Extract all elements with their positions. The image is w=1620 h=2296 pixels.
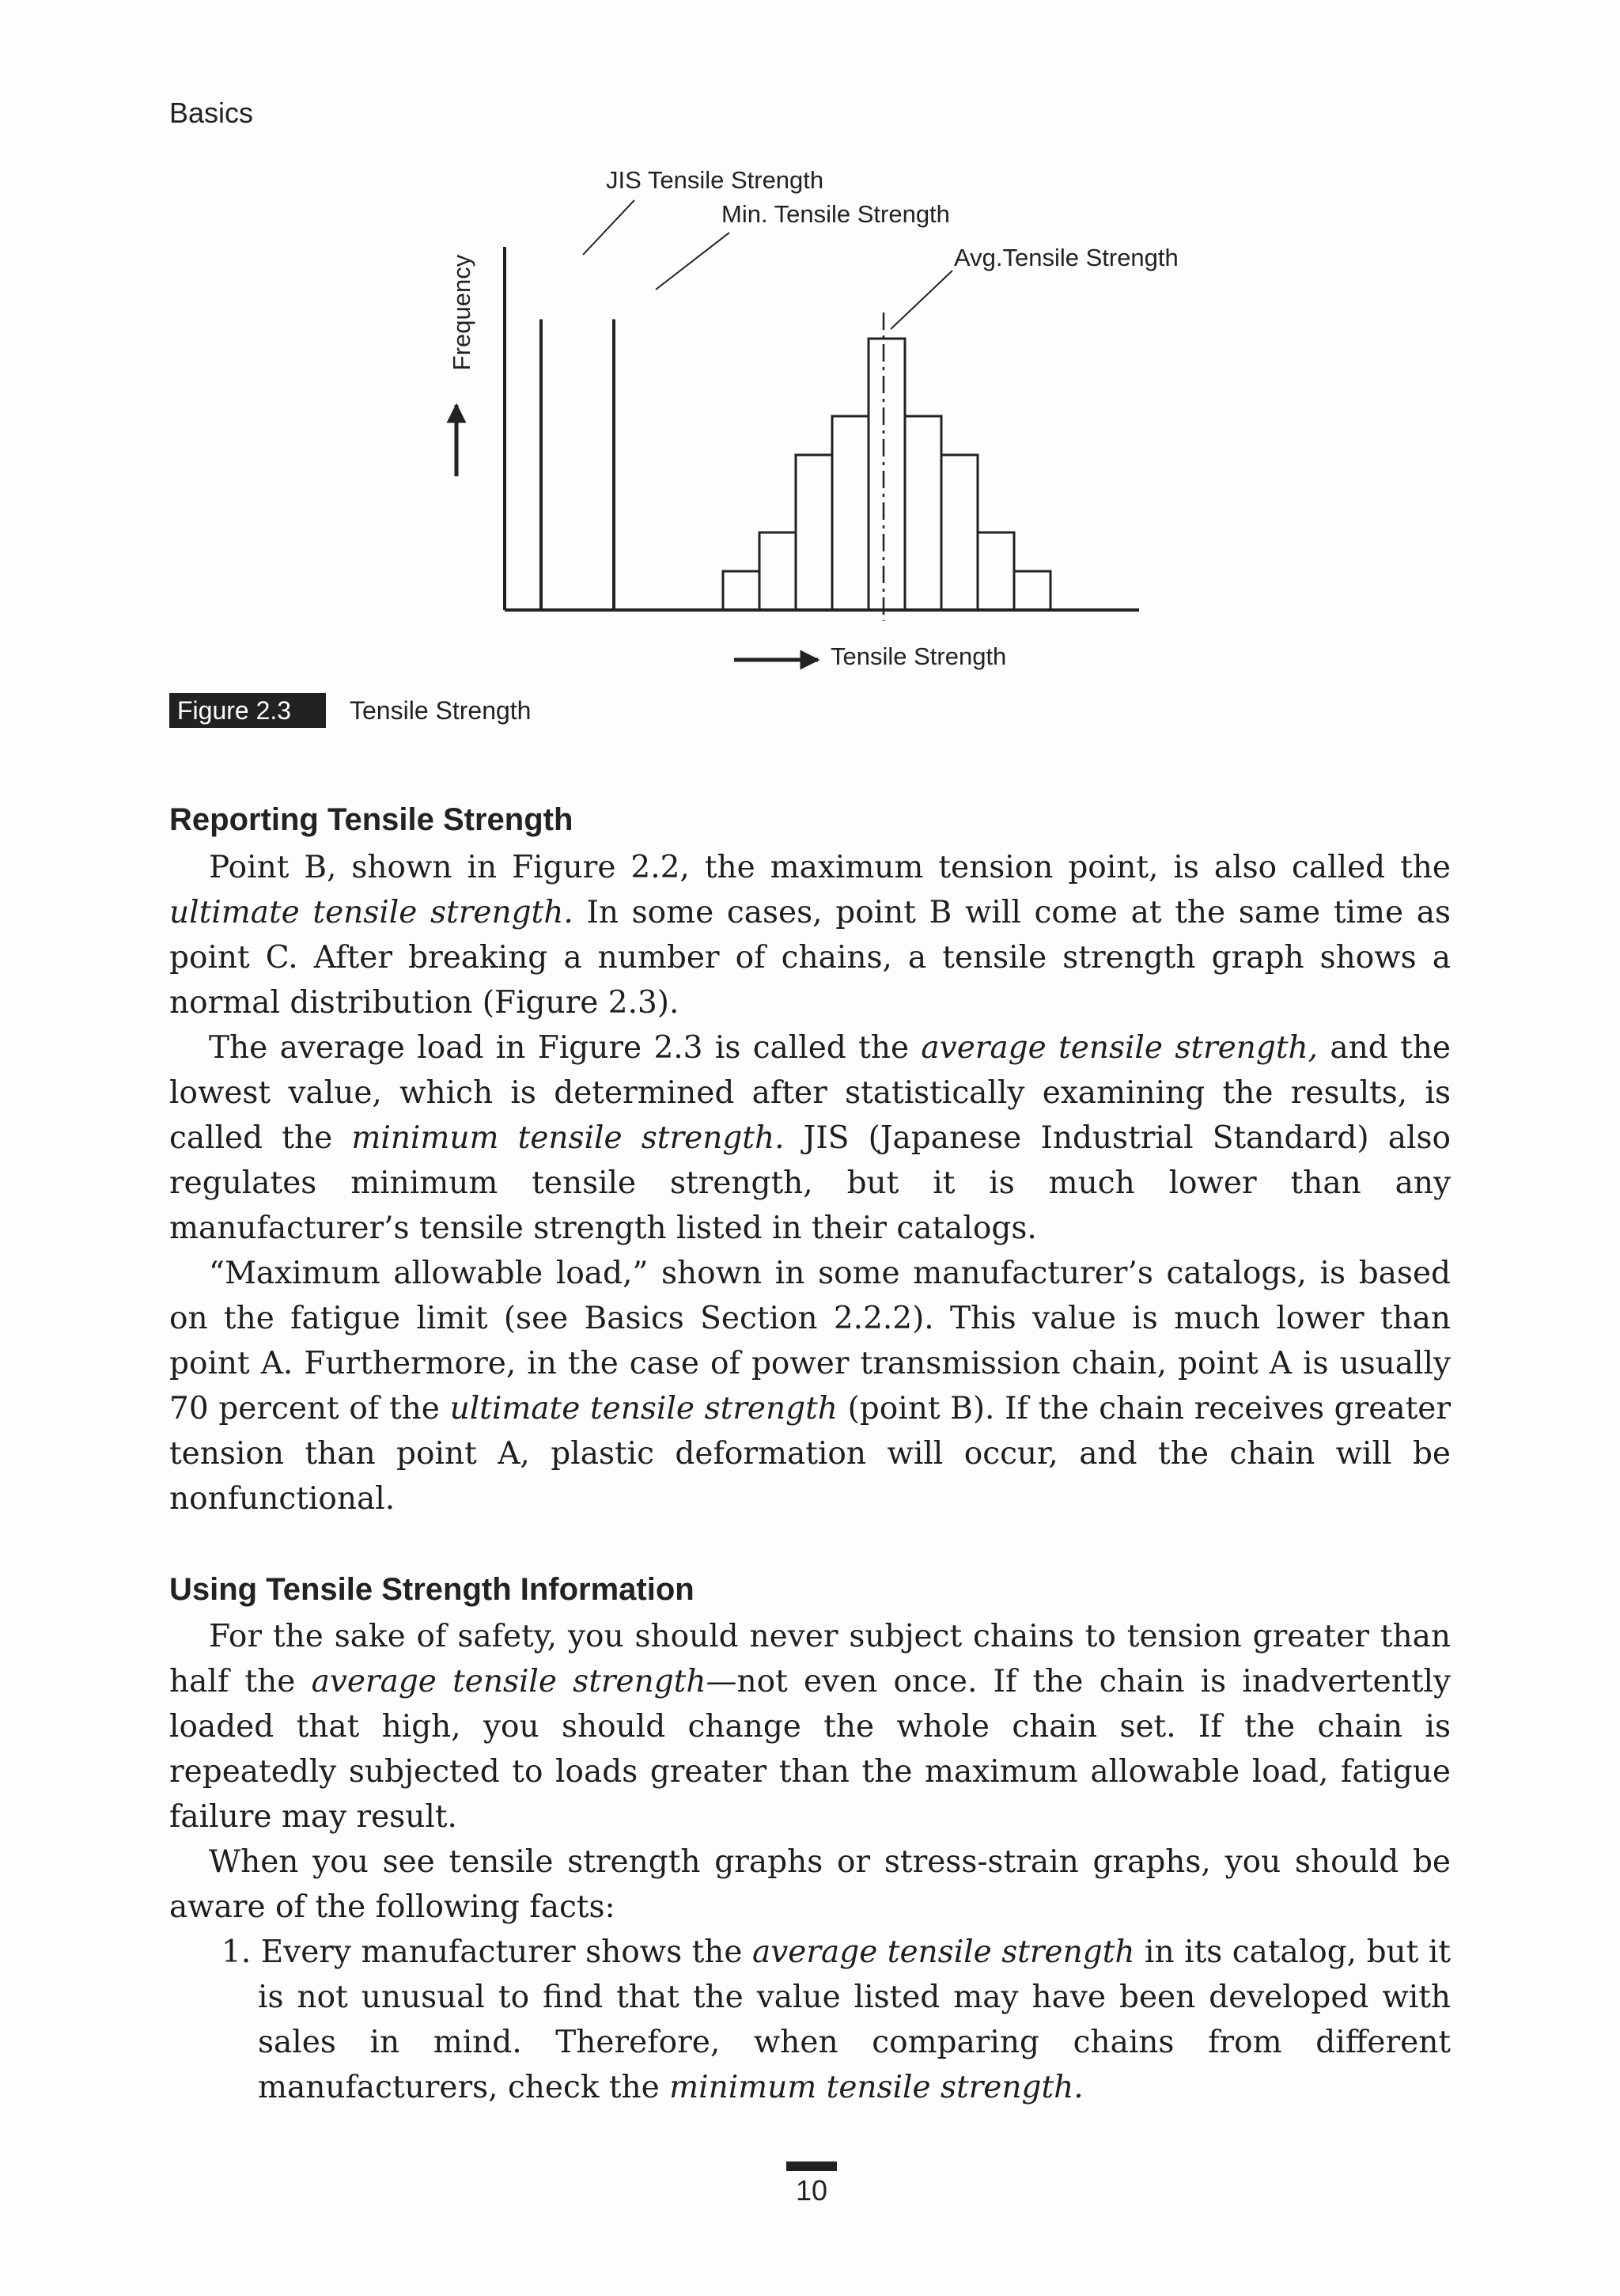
paragraph bbox=[169, 845, 1451, 1025]
italic-term: average tensile strength bbox=[311, 1664, 706, 1699]
histogram-bar bbox=[1014, 571, 1050, 610]
paragraph bbox=[169, 1839, 1451, 1930]
figure-caption bbox=[169, 693, 531, 728]
italic-term: minimum tensile strength. bbox=[669, 2070, 1084, 2105]
text-run: When you see tensile strength graphs or stress-strain graphs, you should be aware of the following facts: bbox=[169, 1844, 1451, 1925]
text-run: JIS (Japanese Industrial Standard) also regulates minimum tensile strength, but it is much lower than any manufacturer’s tensile strength listed in their catalogs. bbox=[169, 1120, 1451, 1246]
histogram-bar bbox=[905, 416, 941, 610]
text-run: In some cases, point B will come at the same time as point C. After breaking a number of chains, a tensile strength graph shows a normal distribution (Figure 2.3). bbox=[169, 895, 1452, 1021]
section-body-reporting bbox=[169, 845, 1451, 1521]
paragraph bbox=[169, 1025, 1451, 1251]
text-run: (point B). If the chain receives greater tension than point A, plastic deformation will occur, and the chain will be nonfunctional. bbox=[169, 1391, 1451, 1517]
text-run: Point B, shown in Figure 2.2, the maximum tension point, is also called the bbox=[209, 850, 1451, 885]
min-annotation-leader bbox=[656, 233, 729, 290]
histogram-bar bbox=[869, 339, 905, 610]
section-heading-using: Using Tensile Strength Information bbox=[169, 1572, 695, 1607]
jis-annotation-label: JIS Tensile Strength bbox=[606, 166, 824, 194]
histogram-bar bbox=[759, 532, 796, 610]
paragraph bbox=[169, 1251, 1451, 1521]
histogram-bar bbox=[723, 571, 759, 610]
histogram-bar bbox=[796, 455, 832, 610]
histogram-bar bbox=[832, 416, 869, 610]
text-run: “Maximum allowable load,” shown in some manufacturer’s catalogs, is based on the fatigue limit (see Basics Section 2.2.2). This value is much lower than point A. Furthermore, in the case of power transmission chain, point A is usually 70 percent of the bbox=[169, 1256, 1451, 1426]
text-run: in its catalog, but it is not unusual to find that the value listed may have been developed with sales in mind. Therefore, when comparing chains from different manufacturers, check the bbox=[258, 1934, 1451, 2105]
avg-annotation-leader bbox=[891, 271, 952, 329]
avg-annotation-label: Avg.Tensile Strength bbox=[954, 244, 1179, 271]
y-axis-label: Frequency bbox=[448, 254, 475, 371]
page-number-bar bbox=[786, 2161, 837, 2171]
italic-term: minimum tensile strength. bbox=[351, 1120, 785, 1156]
paragraph bbox=[169, 1614, 1451, 1839]
italic-term: average tensile strength bbox=[752, 1934, 1135, 1970]
italic-term: average tensile strength, bbox=[921, 1030, 1319, 1066]
italic-term: ultimate tensile strength bbox=[449, 1391, 838, 1426]
jis-annotation-leader bbox=[583, 200, 634, 255]
text-run: For the sake of safety, you should never subject chains to tension greater than half the bbox=[169, 1619, 1451, 1699]
text-run: The average load in Figure 2.3 is called the bbox=[209, 1030, 922, 1066]
min-annotation-label: Min. Tensile Strength bbox=[721, 200, 950, 228]
x-axis-label: Tensile Strength bbox=[831, 642, 1007, 670]
text-run: —not even once. If the chain is inadvertently loaded that high, you should change the whole chain set. If the chain is repeatedly subjected to loads greater than the maximum allowable load, fatigue failure may result. bbox=[169, 1664, 1451, 1835]
text-run: 1. Every manufacturer shows the bbox=[221, 1934, 752, 1970]
section-body-using bbox=[169, 1614, 1451, 2110]
list-item bbox=[169, 1930, 1451, 2110]
text-run: and the lowest value, which is determined after statistically examining the results, is called the bbox=[169, 1030, 1451, 1156]
section-heading-reporting: Reporting Tensile Strength bbox=[169, 802, 573, 837]
histogram-bar bbox=[978, 532, 1014, 610]
figure-label: Figure 2.3 bbox=[169, 693, 326, 728]
page-number: 10 bbox=[795, 2174, 828, 2207]
histogram-bar bbox=[941, 455, 978, 610]
italic-term: ultimate tensile strength. bbox=[169, 895, 573, 930]
running-head: Basics bbox=[169, 97, 254, 129]
tensile-strength-figure bbox=[0, 0, 1620, 752]
figure-title: Tensile Strength bbox=[350, 695, 532, 725]
